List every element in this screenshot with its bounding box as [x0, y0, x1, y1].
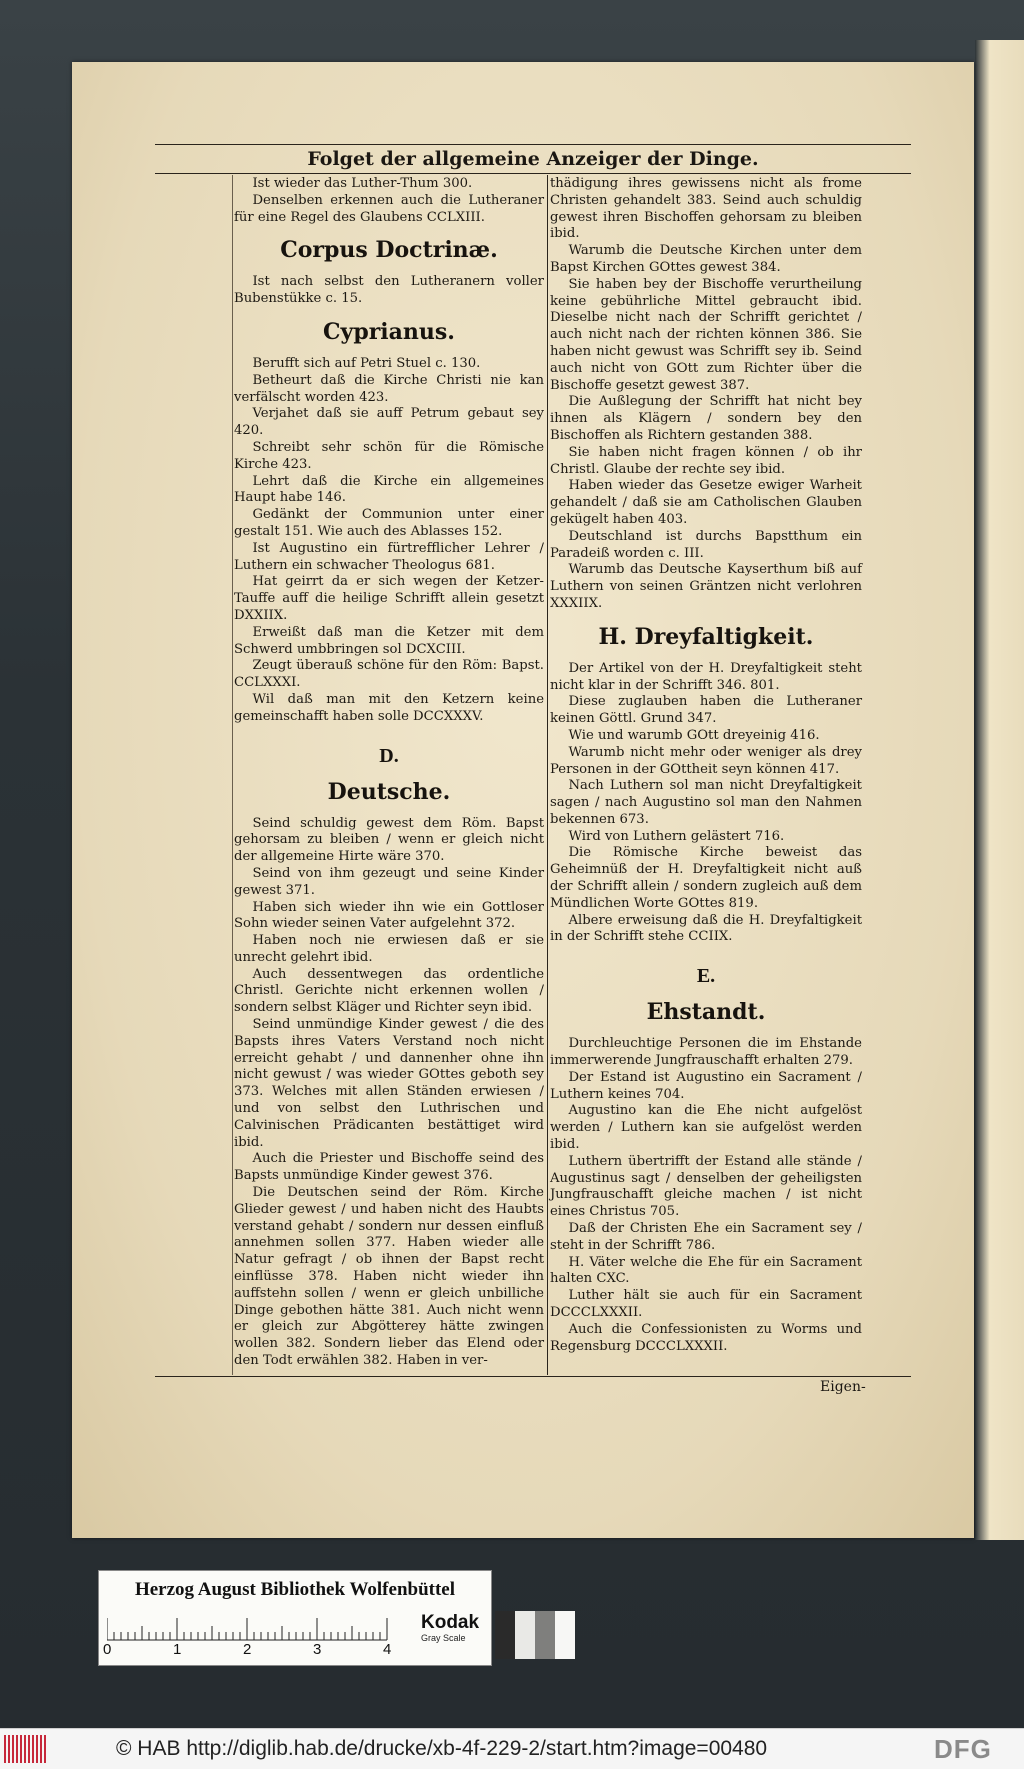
hab-logo-icon [4, 1735, 46, 1763]
index-entry: Sie haben bey der Bischoffe verurtheilung keine gebührliche Mittel gebraucht ibid. Dieselbe nicht nach der Schrifft gerichtet / auch nicht nach der richten können 386. Sie haben nicht gewust was Schrifft sey ib. Seind auch nicht von GOtt zum Richter über die Bischoffe gesetzt gewest 387. [550, 276, 862, 393]
gray-scale-patches [495, 1611, 575, 1659]
dfg-logo: DFG [934, 1734, 992, 1764]
index-entry: thädigung ihres gewissens nicht als frome Christen gehandelt 383. Seind auch schuldig gewest ihren Bischoffen gehorsam zu bleiben ibid. [550, 176, 862, 242]
footer-rule [155, 1376, 911, 1377]
index-entry: Wird von Luthern gelästert 716. [568, 828, 785, 844]
index-entry: Ist Augustino ein fürtrefflicher Lehrer / Luthern ein schwacher Theologus 681. [234, 540, 544, 573]
section-heading: H. Dreyfaltigkeit. [598, 623, 814, 650]
running-header: Folget der allgemeine Anzeiger der Dinge. [307, 148, 759, 170]
ruler-number: 4 [383, 1641, 392, 1658]
column-divider [547, 175, 548, 1375]
index-entry: H. Väter welche die Ehe für ein Sacrament halten CXC. [550, 1254, 862, 1287]
index-entry: Deutschland ist durchs Bapstthum ein Paradeiß worden c. III. [550, 528, 862, 561]
index-entry: Betheurt daß die Kirche Christi nie kan verfälscht worden 423. [234, 372, 544, 405]
copyright-url[interactable]: © HAB http://diglib.hab.de/drucke/xb-4f-229-2/start.htm?image=00480 [116, 1737, 768, 1760]
index-entry: Haben wieder das Gesetze ewiger Warheit gehandelt / daß sie am Catholischen Glauben gekügelt haben 403. [550, 478, 862, 527]
index-entry: Augustino kan die Ehe nicht aufgelöst werden / Luthern kan sie aufgelöst werden ibid. [550, 1103, 862, 1153]
index-entry: Schreibt sehr schön für die Römische Kirche 423. [234, 439, 544, 472]
ruler-number: 3 [313, 1641, 322, 1658]
index-entry: Die Römische Kirche beweist das Geheimnüß der H. Dreyfaltigkeit nicht auß der Schrifft allein / sondern zugleich auß dem Mündlichen Worte GOttes 819. [550, 845, 862, 911]
section-letter: D. [379, 744, 399, 767]
index-entry: Die Außlegung der Schrifft hat nicht bey ihnen als Klägern / sondern bey den Bischoffen als Richtern gestanden 388. [550, 394, 862, 443]
index-entry: Der Artikel von der H. Dreyfaltigkeit steht nicht klar in der Schrifft 346. 801. [550, 660, 862, 693]
index-entry: Warumb das Deutsche Kayserthum biß auf Luthern von seinen Gräntzen nicht verlohren XXXIIX. [550, 562, 862, 611]
index-entry: Ist wieder das Luther-Thum 300. [252, 176, 473, 191]
index-entry: Daß der Christen Ehe ein Sacrament sey / steht in der Schrifft 786. [550, 1221, 862, 1253]
index-entry: Luther hält sie auch für ein Sacrament DCCCLXXXII. [550, 1288, 862, 1321]
index-entry: Auch die Priester und Bischoffe seind des Bapsts unmündige Kinder gewest 376. [234, 1151, 544, 1184]
index-entry: Seind unmündige Kinder gewest / die des Bapsts ihres Vaters Verstand noch nicht erreicht gehabt / und dannenher ohne ihn nicht gewust / was wieder GOttes geboth sey 373. Welches mit allen Ständen erwiesen / und von selbst den Luthrischen und Calvinischen Prädicanten bestättiget wird ibid. [234, 1017, 544, 1150]
index-entry: Wie und warumb GOtt dreyeinig 416. [568, 727, 820, 743]
index-entry: Auch die Confessionisten zu Worms und Regensburg DCCCLXXXII. [550, 1321, 862, 1354]
left-margin-rule [232, 175, 233, 1375]
catchword: Eigen- [820, 1379, 866, 1395]
section-heading: Cyprianus. [323, 318, 455, 345]
viewer-footer [0, 1728, 1024, 1769]
section-heading: Corpus Doctrinæ. [280, 237, 498, 264]
index-entry: Die Deutschen seind der Röm. Kirche Glieder gewest / und haben nicht des Haubts verstand gehabt / sondern nur dessen einfluß annehmen sollen 377. Haben wieder alle Natur gefragt / ob ihnen der Bapst recht einflüsse 378. Haben nicht wieder ihn auffstehn sollen / wenn er gleich unbilliche Dinge gebothen hätte 381. Auch nicht wenn er gleich zur Abgötterey hätte zwingen wollen 382. Sondern lieber das Elend oder den Todt erwählen 382. Haben in ver- [234, 1185, 544, 1369]
index-entry: Seind schuldig gewest dem Röm. Bapst gehorsam zu bleiben / wenn er gleich nicht der allgemeine Hirte wäre 370. [234, 815, 544, 865]
ruler-number: 0 [103, 1641, 112, 1658]
index-entry: Warumb die Deutsche Kirchen unter dem Bapst Kirchen GOttes gewest 384. [550, 243, 862, 275]
section-heading: Deutsche. [327, 778, 451, 805]
library-name: Herzog August Bibliothek Wolfenbüttel [134, 1579, 456, 1600]
index-entry: Lehrt daß die Kirche ein allgemeines Haupt habe 146. [234, 473, 544, 506]
ruler-number: 1 [173, 1641, 182, 1658]
index-entry: Seind von ihm gezeugt und seine Kinder gewest 371. [234, 865, 544, 898]
ruler-numbers [103, 1641, 407, 1659]
index-entry: Warumb nicht mehr oder weniger als drey Personen in der GOttheit seyn können 417. [550, 744, 862, 777]
section-letter: E. [696, 965, 716, 988]
index-entry: Erweißt daß man die Ketzer mit dem Schwerd umbbringen sol DCXCIII. [234, 624, 544, 657]
index-entry: Gedänkt der Communion unter einer gestalt 151. Wie auch des Ablasses 152. [234, 507, 544, 539]
index-entry: Wil daß man mit den Ketzern keine gemeinschafft haben solle DCCXXXV. [234, 691, 544, 724]
index-entry: Hat geirrt da er sich wegen der Ketzer-Tauffe auff die heilige Schrifft allein gesetzt DXXIIX. [234, 574, 544, 623]
index-column-right [550, 176, 862, 1355]
index-entry: Durchleuchtige Personen die im Ehstande immerwerende Jungfrauschafft erhalten 279. [550, 1036, 862, 1069]
library-color-card [98, 1570, 492, 1666]
index-entry: Luthern übertrifft der Estand alle stände / Augustinus sagt / denselben der geheiligsten Jungfrauschafft gleiche machen / ist nicht eines Christus 705. [550, 1153, 862, 1220]
index-entry: Haben sich wieder ihn wie ein Gottloser Sohn wieder seinen Vater aufgelehnt 372. [234, 899, 544, 932]
next-page-edge [975, 40, 1024, 1540]
index-entry: Berufft sich auf Petri Stuel c. 130. [252, 355, 481, 371]
kodak-brand: Kodak [421, 1612, 480, 1633]
index-entry: Auch dessentwegen das ordentliche Christl. Gerichte nicht erkennen wollen / sondern selbst Kläger und Richter seyn ibid. [234, 966, 544, 1016]
section-heading: Ehstandt. [646, 999, 766, 1026]
gray-patch [515, 1611, 535, 1659]
gray-patch [535, 1611, 555, 1659]
kodak-subtitle: Gray Scale [421, 1633, 466, 1643]
index-entry: Haben noch nie erwiesen daß er sie unrecht gelehrt ibid. [234, 933, 544, 965]
index-entry: Zeugt überauß schöne für den Röm: Bapst. CCLXXXI. [234, 658, 544, 691]
index-entry: Der Estand ist Augustino ein Sacrament / Luthern keines 704. [550, 1069, 862, 1102]
index-column-left [234, 176, 544, 1370]
kodak-logo [421, 1613, 479, 1643]
index-entry: Nach Luthern sol man nicht Dreyfaltigkeit sagen / nach Augustino sol man den Nahmen bekennen 673. [550, 778, 862, 827]
index-entry: Albere erweisung daß die H. Dreyfaltigkeit in der Schrifft stehe CCIIX. [550, 912, 862, 945]
scale-ruler [107, 1615, 407, 1641]
header-rule [155, 173, 911, 174]
index-entry: Denselben erkennen auch die Lutheraner für eine Regel des Glaubens CCLXIII. [234, 192, 544, 225]
header-rule-top [155, 144, 911, 145]
ruler-number: 2 [243, 1641, 252, 1658]
index-entry: Sie haben nicht fragen können / ob ihr Christl. Glaube der rechte sey ibid. [550, 444, 862, 477]
index-entry: Diese zuglauben haben die Lutheraner keinen Göttl. Grund 347. [550, 694, 862, 727]
gray-patch [495, 1611, 515, 1659]
index-entry: Verjahet daß sie auff Petrum gebaut sey 420. [234, 406, 544, 439]
gray-patch [555, 1611, 575, 1659]
index-entry: Ist nach selbst den Lutheranern voller Bubenstükke c. 15. [234, 274, 544, 307]
